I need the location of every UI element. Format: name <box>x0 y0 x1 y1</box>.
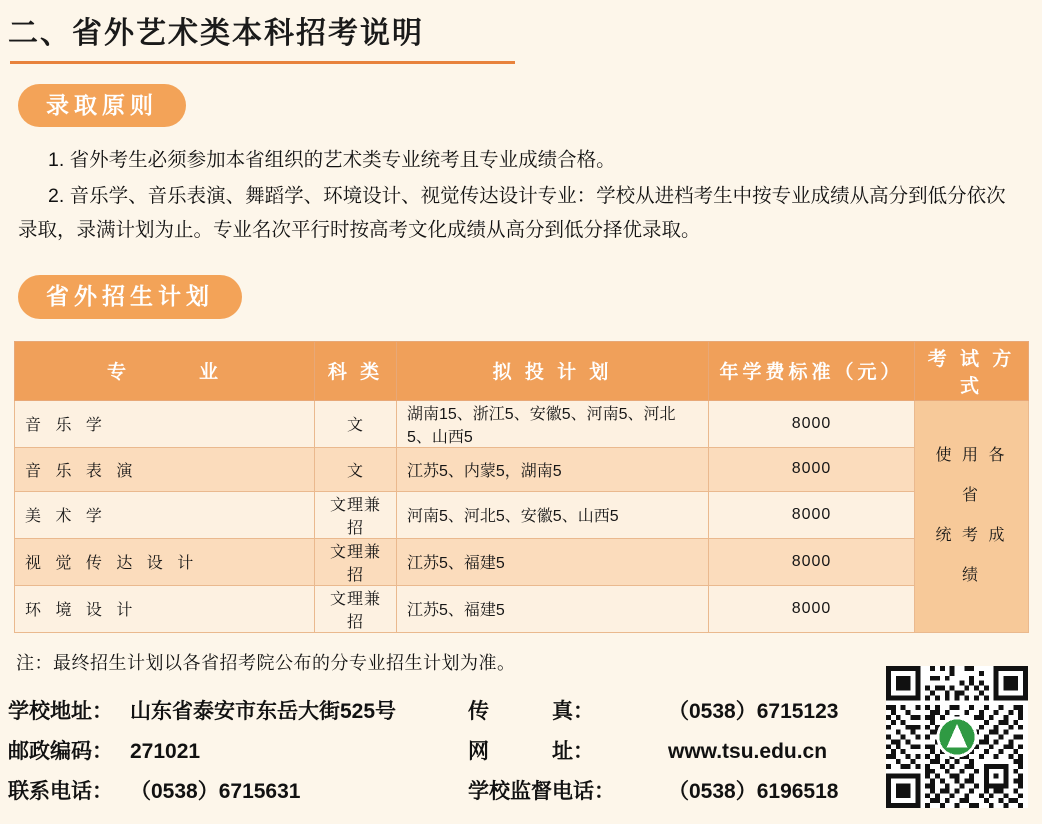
footer-contact-block <box>8 692 1034 812</box>
fax-label: 传 真： <box>468 700 594 723</box>
cell-plan: 江苏5、福建5 <box>397 585 709 632</box>
admission-principles-label: 录取原则 <box>18 84 186 127</box>
column-header-tuition: 年学费标准（元） <box>709 341 915 400</box>
table-row <box>15 491 1029 538</box>
table-row <box>15 585 1029 632</box>
cell-major: 视 觉 传 达 设 计 <box>15 538 315 585</box>
address-label: 学校地址： <box>8 700 113 723</box>
principle-item-1: 1. 省外考生必须参加本省组织的艺术类专业统考且专业成绩合格。 <box>48 149 616 172</box>
enrollment-plan-label: 省外招生计划 <box>18 275 242 318</box>
cell-major: 音 乐 学 <box>15 400 315 447</box>
cell-major: 音 乐 表 演 <box>15 447 315 491</box>
contact-row-phone <box>8 772 1034 812</box>
principle-item-2: 2. 音乐学、音乐表演、舞蹈学、环境设计、视觉传达设计专业：学校从进档考生中按专业成绩从高分到低分依次录取，录满计划为止。专业名次平行时按高考文化成绩从高分到低分择优录取。 <box>18 185 1006 242</box>
column-header-exam-method: 考 试 方 式 <box>915 341 1029 400</box>
website-label: 网 址： <box>468 740 594 763</box>
postcode-group <box>8 732 468 772</box>
column-header-major: 专 业 <box>15 341 315 400</box>
cell-category: 文理兼招 <box>315 538 397 585</box>
cell-category: 文理兼招 <box>315 491 397 538</box>
cell-tuition: 8000 <box>709 538 915 585</box>
postcode-label: 邮政编码： <box>8 740 113 763</box>
address-group <box>8 692 468 732</box>
phone-group <box>8 772 468 812</box>
table-header-row <box>15 341 1029 400</box>
admission-principles-label-wrap <box>18 84 1042 127</box>
cell-category: 文理兼招 <box>315 585 397 632</box>
table-row <box>15 538 1029 585</box>
enrollment-plan-label-wrap <box>18 275 1042 318</box>
cell-plan: 江苏5、福建5 <box>397 538 709 585</box>
exam-method-line-2: 统 考 成 绩 <box>935 527 1008 585</box>
cell-tuition: 8000 <box>709 491 915 538</box>
cell-tuition: 8000 <box>709 585 915 632</box>
phone-label: 联系电话： <box>8 780 113 803</box>
cell-tuition: 8000 <box>709 447 915 491</box>
contact-row-address <box>8 692 1034 732</box>
column-header-category: 科 类 <box>315 341 397 400</box>
cell-plan: 河南5、河北5、安徽5、山西5 <box>397 491 709 538</box>
table-row <box>15 400 1029 447</box>
page-title: 二、省外艺术类本科招考说明 <box>0 0 1042 64</box>
cell-plan: 江苏5、内蒙5，湖南5 <box>397 447 709 491</box>
column-header-plan: 拟 投 计 划 <box>397 341 709 400</box>
table-note: 注：最终招生计划以各省招考院公布的分专业招生计划为准。 <box>16 652 516 673</box>
fax-value: （0538）6715123 <box>668 700 839 723</box>
cell-exam-method <box>915 400 1029 632</box>
cell-major: 美 术 学 <box>15 491 315 538</box>
contact-info <box>8 692 1034 812</box>
phone-value: （0538）6715631 <box>130 780 301 803</box>
supervise-phone-value: （0538）6196518 <box>668 780 839 803</box>
qr-code-svg <box>886 666 1028 808</box>
cell-tuition: 8000 <box>709 400 915 447</box>
cell-plan: 湖南15、浙江5、安徽5、河南5、河北5、山西5 <box>397 400 709 447</box>
table-row <box>15 447 1029 491</box>
website-value[interactable]: www.tsu.edu.cn <box>668 740 828 763</box>
principles-block <box>18 143 1024 247</box>
enrollment-plan-table <box>14 341 1029 633</box>
exam-method-line-1: 使 用 各 省 <box>935 447 1008 505</box>
qr-code-icon[interactable] <box>886 666 1028 808</box>
supervise-phone-label: 学校监督电话： <box>468 780 615 803</box>
cell-category: 文 <box>315 400 397 447</box>
postcode-value: 271021 <box>130 740 201 763</box>
cell-category: 文 <box>315 447 397 491</box>
cell-major: 环 境 设 计 <box>15 585 315 632</box>
contact-row-postcode <box>8 732 1034 772</box>
address-value: 山东省泰安市东岳大街525号 <box>130 700 397 723</box>
